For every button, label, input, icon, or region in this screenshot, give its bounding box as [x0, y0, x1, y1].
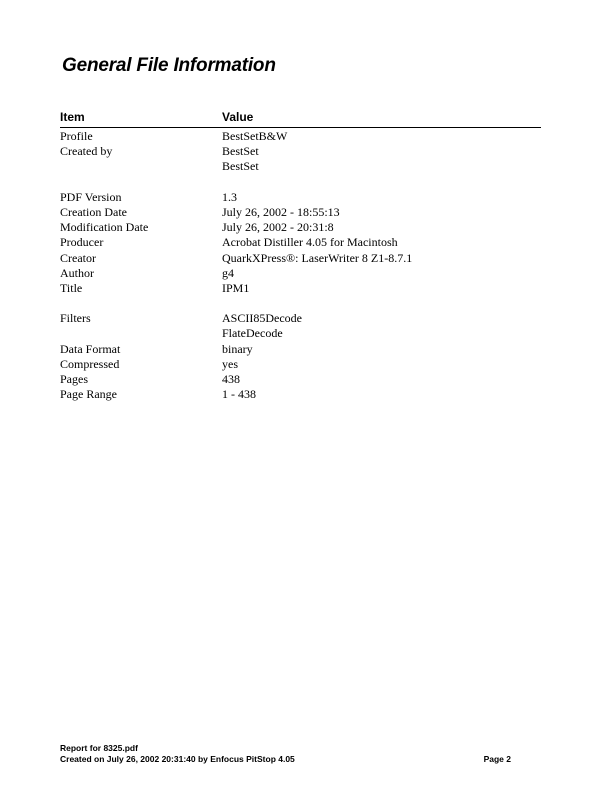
item-column-header: Item: [60, 110, 85, 124]
row-item: Title: [60, 280, 83, 295]
table-row: [60, 251, 541, 266]
row-value: QuarkXPress®: LaserWriter 8 Z1-8.7.1: [222, 250, 413, 265]
row-value: Acrobat Distiller 4.05 for Macintosh: [222, 235, 398, 250]
page-footer: [60, 743, 511, 765]
row-item: Author: [60, 265, 94, 280]
table-row: [60, 342, 541, 357]
row-value: 438: [222, 372, 240, 386]
table-row: [60, 144, 541, 159]
page-title: General File Information: [62, 55, 276, 76]
table-row: [60, 266, 541, 281]
table-row: [60, 326, 541, 341]
row-value: binary: [222, 341, 253, 356]
row-item: Profile: [60, 129, 93, 143]
row-value: IPM1: [222, 280, 250, 295]
row-item: Data Format: [60, 341, 121, 356]
row-value: ASCII85Decode: [222, 311, 302, 326]
footer-page-number: Page 2: [483, 754, 511, 764]
value-column-header: Value: [222, 110, 254, 124]
row-value: 1.3: [222, 189, 237, 204]
row-item: PDF Version: [60, 189, 122, 204]
table-row: [60, 281, 541, 296]
table-header: [60, 109, 541, 128]
table-row: [60, 159, 541, 174]
row-value: 1 - 438: [222, 387, 256, 402]
row-item: Creator: [60, 250, 96, 265]
row-value: g4: [222, 265, 234, 280]
row-value: FlateDecode: [222, 326, 283, 341]
row-item: Modification Date: [60, 220, 149, 235]
table-row: [60, 220, 541, 235]
row-item: Compressed: [60, 356, 120, 371]
table-row: [60, 387, 541, 402]
table-row: [60, 129, 541, 144]
table-row-spacer: [60, 296, 541, 311]
row-item: Created by: [60, 144, 113, 159]
row-item: Pages: [60, 372, 88, 386]
footer-report-name: Report for 8325.pdf: [60, 743, 138, 753]
table-row: [60, 235, 541, 250]
row-item: Filters: [60, 311, 91, 326]
row-value: July 26, 2002 - 18:55:13: [222, 204, 340, 219]
table-row: [60, 190, 541, 205]
row-value: BestSet: [222, 159, 259, 174]
row-value: BestSet: [222, 144, 259, 159]
table-row: [60, 372, 541, 387]
row-item: Page Range: [60, 387, 117, 402]
row-value: July 26, 2002 - 20:31:8: [222, 220, 334, 235]
row-value: yes: [222, 356, 238, 371]
info-table-body: [60, 129, 541, 402]
table-row-spacer: [60, 175, 541, 190]
footer-created-info: Created on July 26, 2002 20:31:40 by Enfocus PitStop 4.05: [60, 754, 295, 764]
row-item: Creation Date: [60, 204, 127, 219]
table-row: [60, 357, 541, 372]
table-row: [60, 311, 541, 326]
row-item: Producer: [60, 235, 104, 250]
table-row: [60, 205, 541, 220]
row-value: BestSetB&W: [222, 129, 288, 143]
